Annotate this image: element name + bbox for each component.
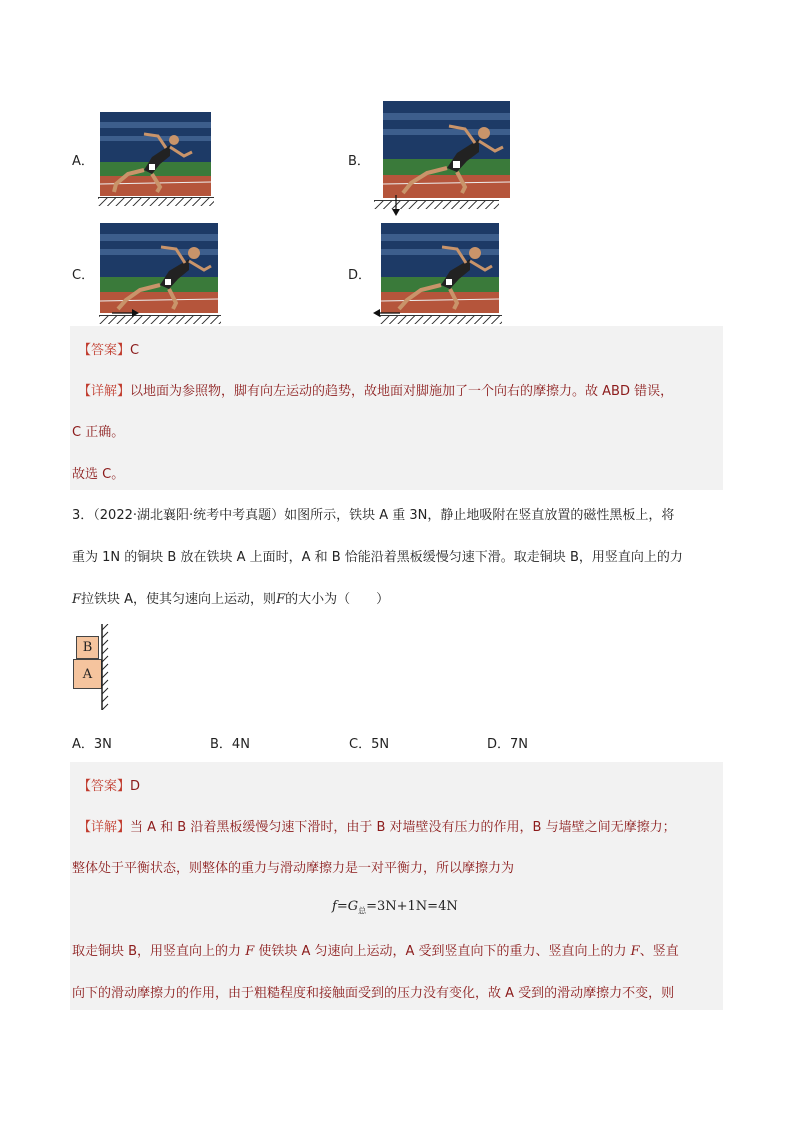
q3-answer-tag: 【答案】 — [78, 779, 131, 794]
formula-eq: = — [336, 899, 348, 914]
formula-sub: 总 — [358, 906, 367, 916]
q3-answer-box — [70, 762, 723, 1010]
sprinter-image-a — [100, 112, 211, 196]
q3-choice-b: B．4N — [210, 737, 250, 752]
q2-answer-box — [70, 326, 723, 490]
arrow-left-icon — [372, 308, 400, 318]
formula-f: f — [332, 899, 337, 914]
arrow-down-icon — [391, 195, 401, 217]
q3-detail-line3a: 取走铜块 B，用竖直向上的力 — [72, 944, 246, 959]
option-b-label: B． — [348, 154, 370, 169]
q3-line1: 3．（2022·湖北襄阳·统考中考真题）如图所示，铁块 A 重 3N，静止地吸附在竖直放置的磁性黑板上，将 — [72, 508, 675, 523]
q3-choice-c: C．5N — [349, 737, 390, 752]
q3-detail-tag: 【详解】 — [78, 820, 131, 835]
q2-answer-value: C — [130, 343, 140, 358]
block-b: B — [76, 636, 99, 659]
q3-detail-line3c: 、竖直 — [639, 944, 679, 959]
q2-detail-line1 — [78, 380, 723, 399]
ground-a — [98, 197, 214, 206]
formula-rest: =3N+1N=4N — [366, 899, 458, 914]
q2-detail-line2: C 正确。 — [72, 425, 125, 440]
q3-var-f2: F — [276, 592, 286, 607]
q3-detail-line1 — [78, 816, 723, 835]
q3-line3-mid: 拉铁块 A，使其匀速向上运动，则 — [81, 592, 277, 607]
q3-detail-line2: 整体处于平衡状态，则整体的重力与滑动摩擦力是一对平衡力，所以摩擦力为 — [72, 861, 515, 876]
magnetic-board-wall — [100, 624, 110, 710]
option-c-label: C． — [72, 268, 95, 283]
formula-g: G — [347, 899, 359, 914]
q3-choice-a: A．3N — [72, 737, 112, 752]
sprinter-image-b — [383, 101, 510, 198]
option-a-label: A． — [72, 154, 94, 169]
q3-answer-line — [78, 775, 140, 794]
arrow-right-icon — [112, 308, 140, 318]
q3-answer-value: D — [130, 779, 141, 794]
q3-line2: 重为 1N 的铜块 B 放在铁块 A 上面时，A 和 B 恰能沿着黑板缓慢匀速下滑。取走铜块 B，用竖直向上的力 — [72, 550, 683, 565]
q2-detail-tag: 【详解】 — [78, 384, 131, 399]
q3-detail-var-f1: F — [245, 944, 255, 959]
q3-detail-text1: 当 A 和 B 沿着黑板缓慢匀速下滑时，由于 B 对墙壁没有压力的作用，B 与墙壁之间无摩擦力； — [130, 820, 676, 835]
sprinter-image-d — [381, 223, 499, 313]
q3-choice-d: D．7N — [487, 737, 529, 752]
q2-answer-tag: 【答案】 — [78, 343, 131, 358]
q3-detail-line3b: 使铁块 A 匀速向上运动，A 受到竖直向下的重力、竖直向上的力 — [254, 944, 631, 959]
q3-detail-var-f2: F — [630, 944, 640, 959]
q2-conclusion: 故选 C。 — [72, 467, 125, 482]
q3-detail-line3 — [72, 940, 722, 959]
q3-detail-line4: 向下的滑动摩擦力的作用，由于粗糙程度和接触面受到的压力没有变化，故 A 受到的滑动摩擦力不变，则 — [72, 986, 675, 1001]
q2-detail-text1: 以地面为参照物，脚有向左运动的趋势，故地面对脚施加了一个向右的摩擦力。故 ABD 错误， — [130, 384, 674, 399]
q3-line3-end: 的大小为（ ） — [285, 592, 390, 607]
block-a: A — [73, 659, 102, 689]
option-d-label: D． — [348, 268, 372, 283]
q3-var-f1: F — [72, 592, 82, 607]
q3-formula — [332, 899, 458, 917]
q3-line3 — [72, 588, 389, 607]
sprinter-image-c — [100, 223, 218, 313]
q2-answer-line — [78, 339, 139, 358]
